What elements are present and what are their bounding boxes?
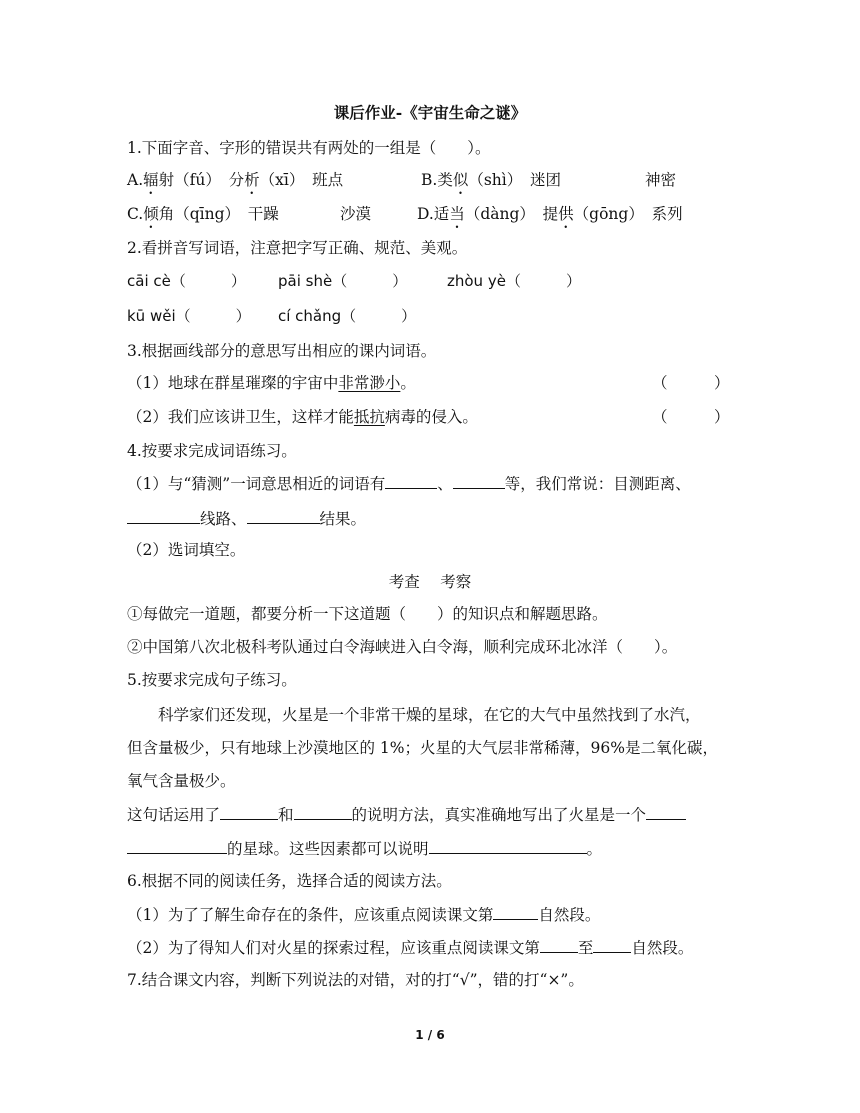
q6-text: 自然段。 — [538, 906, 601, 924]
q5-text: 和 — [278, 806, 294, 824]
q5-blank[interactable] — [127, 838, 227, 854]
q1-d-text: （gōng） 系列 — [573, 205, 683, 223]
question-7-stem: 7.结合课文内容，判断下列说法的对错，对的打“√”，错的打“×”。 — [127, 971, 584, 989]
q1-b-dotted: 似 — [452, 171, 469, 189]
question-2-stem: 2.看拼音写词语，注意把字写正确、规范、美观。 — [127, 239, 468, 257]
q4-item-2: ②中国第八次北极科考队通过白令海峡进入白令海，顺利完成环北冰洋（ ）。 — [127, 638, 678, 656]
q5-blank[interactable] — [294, 804, 352, 820]
q6-item-2 — [127, 937, 693, 958]
q6-blank[interactable] — [540, 937, 578, 953]
q4-text: 结果。 — [319, 510, 367, 528]
q5-blank[interactable] — [646, 804, 686, 820]
q3-s2-text: 病毒的侵入。 — [384, 408, 478, 426]
q5-blank[interactable] — [220, 804, 278, 820]
q4-blank[interactable] — [453, 473, 505, 489]
q6-text: （2）为了得知人们对火星的探索过程，应该重点阅读课文第 — [127, 939, 540, 957]
q1-c-dotted: 倾 — [143, 205, 159, 223]
q1-a-dotted: 析 — [244, 171, 260, 189]
q6-item-1 — [127, 904, 600, 925]
q1-option-d — [417, 204, 683, 232]
q3-s2-text: （2）我们应该讲卫生，这样才能 — [127, 408, 354, 426]
q1-a-text: 射（fú） 分 — [158, 171, 245, 189]
q3-s2-underlined: 抵抗 — [353, 408, 385, 426]
q3-sentence-1 — [127, 373, 416, 393]
q4-text: 等，我们常说：目测距离、 — [504, 475, 691, 493]
q1-c-text: C. — [127, 205, 144, 223]
q1-a-dotted: 辐 — [143, 171, 159, 189]
q3-s1-text: （1）地球在群星璀璨的宇宙中 — [127, 374, 339, 392]
q1-option-a — [127, 170, 343, 198]
question-4-stem: 4.按要求完成词语练习。 — [127, 442, 297, 460]
question-5-stem: 5.按要求完成句子练习。 — [127, 671, 297, 689]
q1-c-text: 角（qīng） 干躁 — [158, 205, 279, 223]
q1-b-text: （shì） 迷团 — [468, 171, 561, 189]
q6-text: 自然段。 — [631, 939, 694, 957]
q6-text: 至 — [577, 939, 594, 957]
q4-part-2: （2）选词填空。 — [127, 541, 246, 559]
q4-blank[interactable] — [385, 473, 437, 489]
q5-text: 这句话运用了 — [127, 806, 221, 824]
question-6-stem: 6.根据不同的阅读任务，选择合适的阅读方法。 — [127, 872, 452, 890]
page-number: 1 / 6 — [415, 1028, 445, 1042]
question-1-stem: 1.下面字音、字形的错误共有两处的一组是（ ）。 — [127, 139, 491, 157]
q1-d-dotted: 当 — [449, 205, 465, 223]
q1-option-c — [127, 204, 279, 232]
q3-s1-underlined: 非常渺小 — [338, 374, 401, 392]
q4-text: 、 — [437, 475, 453, 493]
q3-s1-text: 。 — [400, 374, 416, 392]
q4-text: 线路、 — [200, 510, 247, 528]
q1-d-text: （dàng） 提 — [464, 205, 559, 223]
q4-blank[interactable] — [247, 508, 320, 524]
q2-pinyin-3: zhòu yè（ ） — [447, 272, 581, 290]
q1-option-c-word: 沙漠 — [340, 205, 372, 223]
q5-passage-line-1: 科学家们还发现，火星是一个非常干燥的星球，在它的大气中虽然找到了水汽， — [158, 706, 701, 724]
q1-option-b-word: 神密 — [645, 171, 677, 189]
q4-part-1-line-1 — [127, 473, 691, 494]
q2-pinyin-1: cāi cè（ ） — [127, 272, 246, 290]
q5-blank[interactable] — [429, 838, 587, 854]
q3-answer-2: （ ） — [652, 408, 730, 426]
q1-d-text: D.适 — [417, 205, 450, 223]
q5-passage-line-2: 但含量极少，只有地球上沙漠地区的 1%；火星的大气层非常稀薄，96%是二氧化碳， — [127, 739, 718, 757]
q6-text: （1）为了了解生命存在的条件，应该重点阅读课文第 — [127, 906, 494, 924]
q5-passage-line-3: 氧气含量极少。 — [127, 772, 236, 790]
q4-part-1-line-2 — [127, 508, 366, 529]
q3-answer-1: （ ） — [652, 374, 730, 392]
q5-text: 的星球。这些因素都可以说明 — [227, 840, 429, 858]
q1-d-dotted: 供 — [558, 205, 574, 223]
q5-fill-line-1 — [127, 804, 686, 825]
q5-fill-line-2 — [127, 838, 602, 859]
q4-text: （1）与“猜测”一词意思相近的词语有 — [127, 475, 386, 493]
q1-a-text: （xī） 班点 — [259, 171, 344, 189]
q2-pinyin-4: kū wěi（ ） — [127, 307, 251, 325]
q4-blank[interactable] — [127, 508, 200, 524]
q1-option-b — [421, 170, 561, 198]
page-title: 课后作业-《宇宙生命之谜》 — [333, 103, 527, 122]
q2-pinyin-2: pāi shè（ ） — [278, 272, 408, 290]
q1-b-text: B.类 — [421, 171, 453, 189]
q4-word-choices: 考查 考察 — [388, 573, 472, 591]
q4-item-1: ①每做完一道题，都要分析一下这道题（ ）的知识点和解题思路。 — [127, 605, 608, 623]
q5-text: 的说明方法，真实准确地写出了火星是一个 — [351, 806, 647, 824]
question-3-stem: 3.根据画线部分的意思写出相应的课内词语。 — [127, 342, 437, 360]
q1-a-text: A. — [127, 171, 144, 189]
q2-pinyin-5: cí chǎng（ ） — [278, 307, 417, 325]
q5-text: 。 — [586, 840, 603, 858]
q3-sentence-2 — [127, 407, 478, 427]
q6-blank[interactable] — [493, 904, 538, 920]
q6-blank[interactable] — [593, 937, 631, 953]
